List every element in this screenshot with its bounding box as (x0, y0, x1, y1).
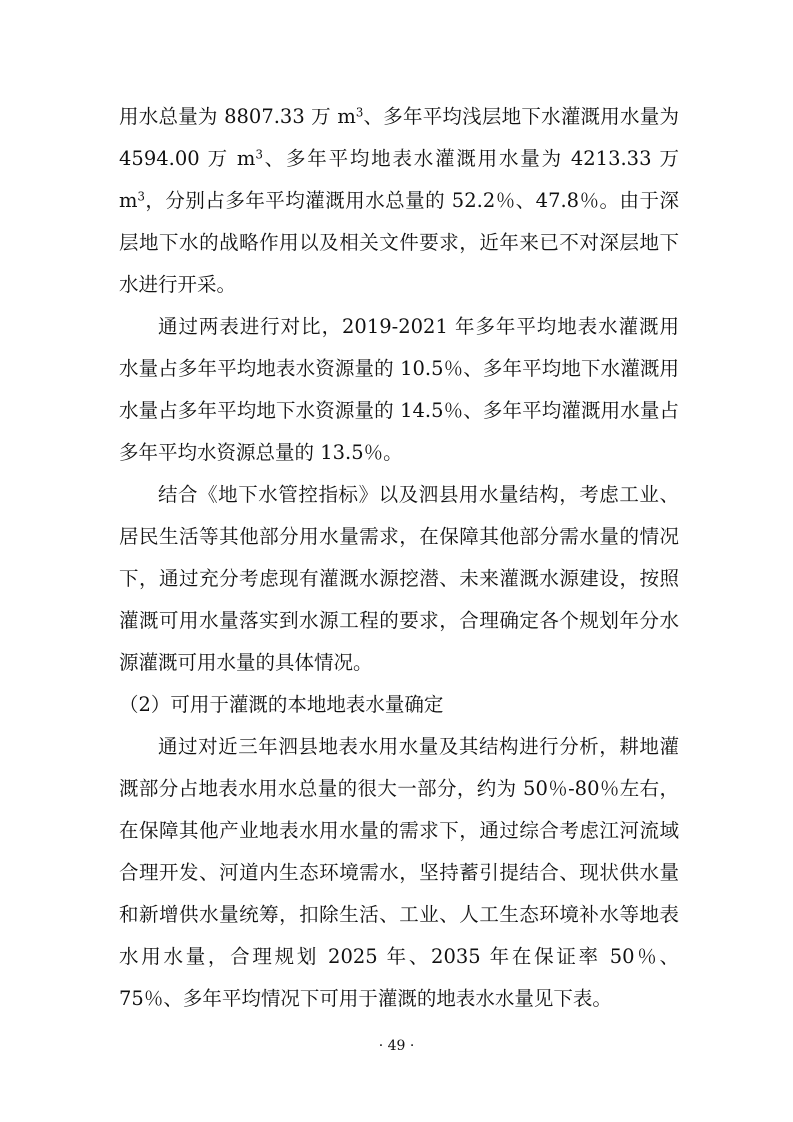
paragraph-surface-water-analysis: 通过对近三年泗县地表水用水量及其结构进行分析，耕地灌溉部分占地表水用水总量的很大一部分，约为 50％-80％左右，在保障其他产业地表水用水量的需求下，通过综合考虑江河流域合理开发、河道内生态环境需水，坚持蓄引提结合、现状供水量和新增供水量统筹，扣除生活、工业、人工生态环境补水等地表水用水量，合理规划 2025 年、2035 年在保证率 50％、75％、多年平均情况下可用于灌溉的地表水水量见下表。 (119, 735, 679, 1010)
superscript-exponent: 3 (355, 105, 364, 120)
paragraph-irrigation-water-totals (119, 96, 679, 306)
paragraph-table-comparison: 通过两表进行对比，2019-2021 年多年平均地表水灌溉用水量占多年平均地表水资源量的 10.5％、多年平均地下水灌溉用水量占多年平均地下水资源量的 14.5％、多年平均灌溉用水量占多年平均水资源总量的 13.5％。 (119, 315, 679, 464)
text-run: 、多年平均地表水灌溉用水量为 4213.33 万 m (119, 147, 679, 212)
text-run: 、多年平均浅层地下水灌溉用水量为 4594.00 万 m (119, 105, 679, 170)
section-heading: （2）可用于灌溉的本地地表水量确定 (119, 693, 444, 716)
page-number: · 49 · (378, 1038, 415, 1054)
text-run: ，分别占多年平均灌溉用水总量的 52.2％、47.8％。由于深层地下水的战略作用以及相关文件要求，近年来已不对深层地下水进行开采。 (119, 189, 679, 296)
superscript-exponent: 3 (137, 189, 145, 204)
superscript-exponent: 3 (255, 147, 263, 162)
paragraph-usable-water-planning: 结合《地下水管控指标》以及泗县用水量结构，考虑工业、居民生活等其他部分用水量需求，在保障其他部分需水量的情况下，通过充分考虑现有灌溉水源挖潜、未来灌溉水源建设，按照灌溉可用水量落实到水源工程的要求，合理确定各个规划年分水源灌溉可用水量的具体情况。 (119, 483, 679, 674)
text-run: 用水总量为 8807.33 万 m (119, 105, 356, 128)
document-body (119, 96, 679, 1020)
